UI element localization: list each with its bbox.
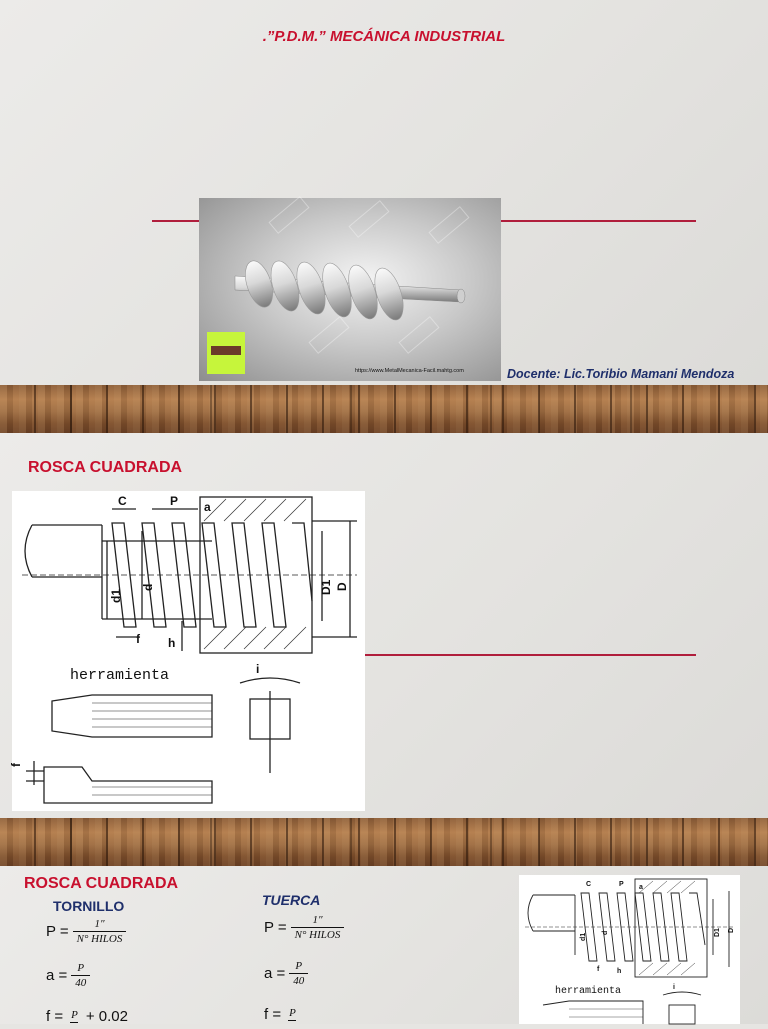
fraction-denominator: 40 [71, 975, 90, 989]
docente-label: Docente: Lic.Toribio Mamani Mendoza [507, 367, 735, 381]
tornillo-formula-a [46, 962, 90, 989]
fraction-numerator: P [295, 960, 303, 972]
formula-fraction [73, 918, 127, 945]
fraction-numerator: 1″ [94, 918, 105, 930]
formula-fraction [285, 1007, 300, 1022]
small-label-c: C [586, 881, 592, 888]
diagram-label-c: C [118, 494, 127, 508]
diagram-label-i: i [256, 662, 260, 676]
small-label-D: D [728, 927, 735, 933]
fraction-numerator: P [71, 1009, 78, 1021]
diagram-label-f-tool: f [9, 763, 23, 767]
square-thread-diagram-small [519, 875, 740, 1024]
tuerca-heading: TUERCA [262, 892, 321, 908]
wood-divider-2 [0, 818, 768, 866]
diagram-label-a: a [204, 500, 211, 514]
formula-lhs: P = [264, 919, 287, 936]
small-label-i: i [673, 984, 675, 991]
slide-1 [0, 0, 768, 385]
formula-fraction [291, 914, 345, 941]
diagram-label-D1: D1 [319, 579, 333, 595]
right-rule [500, 220, 696, 222]
formula-lhs: f = [264, 1006, 282, 1023]
fraction-denominator: N° HILOS [73, 931, 127, 945]
formula-lhs: a = [46, 967, 68, 984]
tuerca-formula-f [264, 1006, 300, 1023]
formula-fraction [71, 962, 90, 989]
fraction-numerator: 1″ [312, 914, 323, 926]
small-label-D1: D1 [714, 928, 721, 937]
slide-3-title: ROSCA CUADRADA [24, 875, 179, 892]
small-tool-label: herramienta [555, 986, 622, 997]
tornillo-formula-p [46, 918, 126, 945]
small-label-p: P [619, 881, 624, 888]
screw-photo [199, 198, 501, 381]
fraction-numerator: P [289, 1007, 296, 1019]
formula-lhs: a = [264, 965, 286, 982]
tool-label: herramienta [70, 667, 170, 684]
diagram-label-D: D [335, 582, 349, 591]
square-thread-diagram [9, 491, 365, 811]
diagram-label-d1: d1 [109, 588, 123, 603]
wood-divider-1 [0, 385, 768, 433]
formula-fraction [289, 960, 308, 987]
fraction-denominator [288, 1020, 296, 1022]
tornillo-heading: TORNILLO [53, 898, 125, 914]
fraction-denominator: 40 [289, 973, 308, 987]
slide-2-rule [365, 654, 696, 656]
slide-1-title: .”P.D.M.” MECÁNICA INDUSTRIAL [262, 28, 506, 45]
small-label-h: h [617, 968, 622, 975]
diagram-label-d: d [141, 583, 155, 591]
formula-fraction [67, 1009, 82, 1024]
formula-lhs: P = [46, 923, 69, 940]
photo-url-text: https://www.MetalMecanica-Facil.mahtg.com [355, 368, 464, 374]
tornillo-formula-f [46, 1008, 128, 1025]
small-label-f: f [597, 966, 600, 973]
left-rule [152, 220, 200, 222]
diagram-label-f: f [136, 632, 140, 646]
diagram-label-h: h [168, 636, 176, 650]
slide-3 [0, 866, 768, 1024]
fraction-numerator: P [77, 962, 85, 974]
fraction-denominator: N° HILOS [291, 927, 345, 941]
slide-2 [0, 433, 768, 818]
worm-screw-image [199, 198, 501, 381]
tuerca-formula-p [264, 914, 344, 941]
fraction-denominator [70, 1022, 78, 1024]
small-label-d: d [602, 930, 609, 935]
small-label-a: a [639, 884, 643, 891]
diagram-label-p: P [170, 494, 179, 508]
formula-tail: + 0.02 [85, 1008, 128, 1025]
small-label-d1: d1 [580, 932, 587, 941]
formula-lhs: f = [46, 1008, 64, 1025]
tuerca-formula-a [264, 960, 308, 987]
slide-2-title: ROSCA CUADRADA [28, 459, 183, 476]
